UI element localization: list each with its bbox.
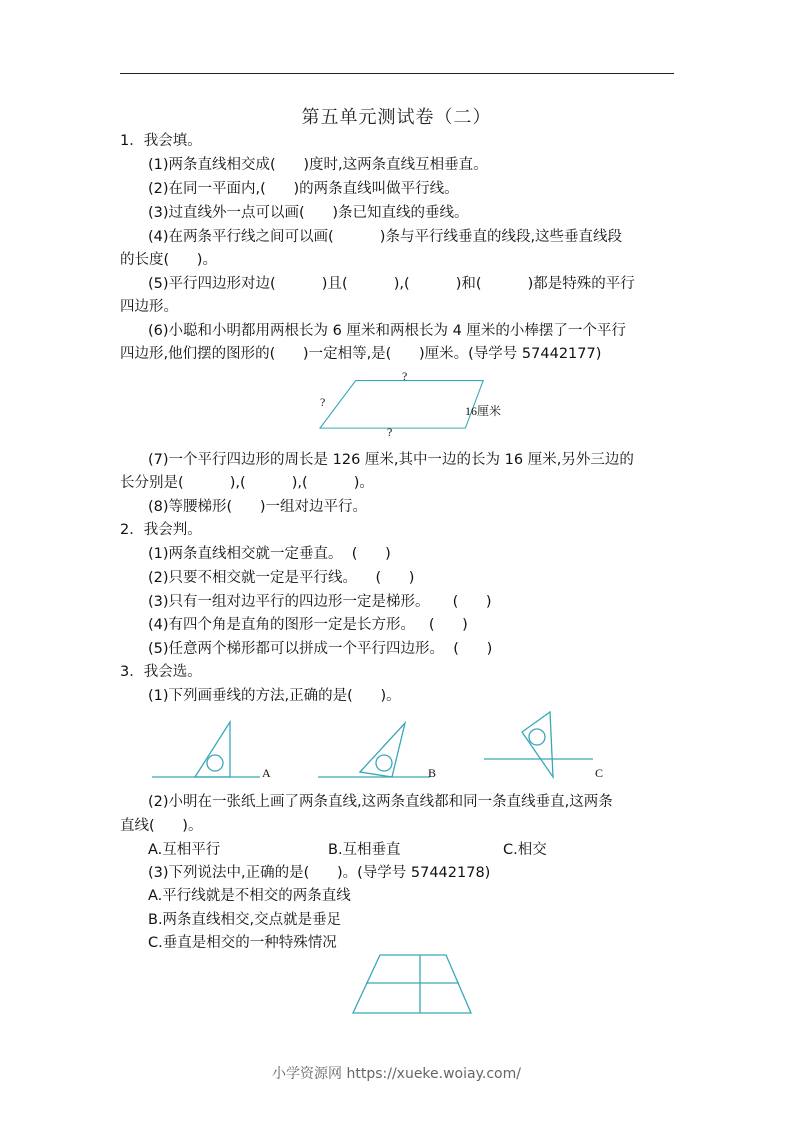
trapezoid-figure bbox=[350, 953, 475, 1018]
question-3-3-option-b: B.两条直线相交,交点就是垂足 bbox=[148, 912, 342, 928]
question-3-3-option-a: A.平行线就是不相交的两条直线 bbox=[148, 888, 351, 904]
judge-item-5: (5)任意两个梯形都可以拼成一个平行四边形。 ( ) bbox=[148, 641, 493, 657]
section-3-heading: 3．我会选。 bbox=[120, 664, 202, 680]
question-1-4-line1: (4)在两条平行线之间可以画( )条与平行线垂直的线段,这些垂直线段 bbox=[148, 229, 623, 245]
header-rule bbox=[120, 73, 674, 74]
parallelogram-bottom-label: ? bbox=[387, 425, 393, 439]
footer-watermark: 小学资源网 https://xueke.woiay.com/ bbox=[272, 1066, 521, 1082]
question-1-3: (3)过直线外一点可以画( )条已知直线的垂线。 bbox=[148, 205, 469, 221]
question-1-1: (1)两条直线相交成( )度时,这两条直线互相垂直。 bbox=[148, 157, 488, 173]
section-1-heading: 1．我会填。 bbox=[120, 133, 202, 149]
question-3-3-option-c: C.垂直是相交的一种特殊情况 bbox=[148, 935, 337, 951]
question-1-8: (8)等腰梯形( )一组对边平行。 bbox=[148, 499, 368, 515]
perpendicular-methods-figure bbox=[150, 710, 620, 785]
question-3-1: (1)下列画垂线的方法,正确的是( )。 bbox=[148, 688, 401, 704]
judge-item-1: (1)两条直线相交就一定垂直。 ( ) bbox=[148, 546, 391, 562]
question-1-5-line2: 四边形。 bbox=[120, 299, 178, 315]
question-1-7-line2: 长分别是( ),( ),( )。 bbox=[120, 475, 374, 491]
question-3-2-line2: 直线( )。 bbox=[120, 818, 203, 834]
option-b-label: B bbox=[428, 766, 437, 780]
question-3-2-line1: (2)小明在一张纸上画了两条直线,这两条直线都和同一条直线垂直,这两条 bbox=[148, 794, 613, 810]
parallelogram-figure bbox=[300, 365, 520, 445]
parallelogram-top-label: ? bbox=[402, 369, 408, 383]
question-1-5-line1: (5)平行四边形对边( )且( ),( )和( )都是特殊的平行 bbox=[148, 276, 635, 292]
option-c-label: C bbox=[595, 766, 604, 780]
judge-item-4: (4)有四个角是直角的图形一定是长方形。 ( ) bbox=[148, 617, 468, 633]
question-1-6-line2: 四边形,他们摆的图形的( )一定相等,是( )厘米。(导学号 57442177) bbox=[120, 346, 602, 362]
option-a-label: A bbox=[262, 766, 271, 780]
judge-item-2: (2)只要不相交就一定是平行线。 ( ) bbox=[148, 570, 415, 586]
page-title: 第五单元测试卷（二） bbox=[301, 107, 492, 128]
parallelogram-left-label: ? bbox=[320, 395, 326, 409]
question-1-4-line2: 的长度( )。 bbox=[120, 252, 217, 268]
question-3-2-option-a: A.互相平行 bbox=[148, 842, 221, 858]
parallelogram-right-label: 16厘米 bbox=[465, 404, 502, 418]
question-3-3: (3)下列说法中,正确的是( )。(导学号 57442178) bbox=[148, 865, 491, 881]
section-2-heading: 2．我会判。 bbox=[120, 522, 202, 538]
question-3-2-option-c: C.相交 bbox=[503, 842, 547, 858]
question-1-6-line1: (6)小聪和小明都用两根长为 6 厘米和两根长为 4 厘米的小棒摆了一个平行 bbox=[148, 323, 626, 339]
question-3-2-option-b: B.互相垂直 bbox=[328, 842, 401, 858]
judge-item-3: (3)只有一组对边平行的四边形一定是梯形。 ( ) bbox=[148, 594, 492, 610]
question-1-2: (2)在同一平面内,( )的两条直线叫做平行线。 bbox=[148, 181, 459, 197]
question-1-7-line1: (7)一个平行四边形的周长是 126 厘米,其中一边的长为 16 厘米,另外三边的 bbox=[148, 452, 634, 468]
